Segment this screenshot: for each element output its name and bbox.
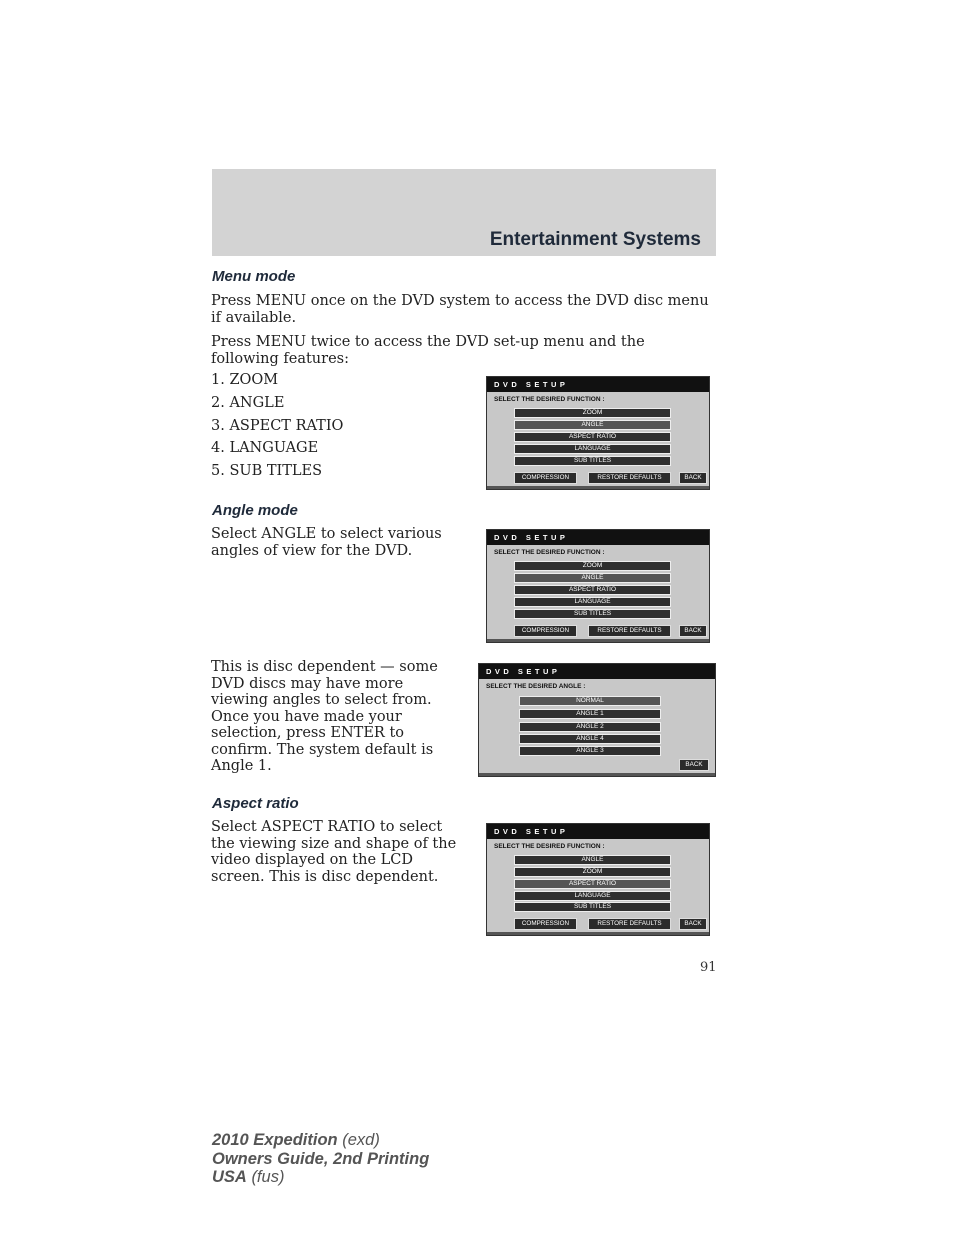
option-language[interactable]: LANGUAGE	[514, 891, 671, 901]
feature-item: 3. ASPECT RATIO	[211, 418, 344, 434]
option-angle-2[interactable]: ANGLE 2	[519, 722, 661, 732]
screen-prompt: SELECT THE DESIRED ANGLE :	[486, 683, 586, 690]
screen-bottom-edge	[487, 486, 709, 489]
aspect-ratio-para: Select ASPECT RATIO to select the viewing size and shape of the video displayed on the LCD screen. This is disc dependent.	[211, 819, 457, 885]
aspect-ratio-heading: Aspect ratio	[212, 795, 299, 812]
footer-line-2	[212, 1150, 429, 1169]
option-zoom[interactable]: ZOOM	[514, 561, 671, 571]
dvd-setup-screen-1	[486, 376, 710, 490]
angle-mode-heading: Angle mode	[212, 502, 298, 519]
screen-title: DVD SETUP	[487, 530, 709, 545]
option-angle[interactable]: ANGLE	[514, 420, 671, 430]
compression-button[interactable]: COMPRESSION	[514, 472, 577, 484]
option-aspect-ratio[interactable]: ASPECT RATIO	[514, 432, 671, 442]
angle-mode-para-2: This is disc dependent — some DVD discs may have more viewing angles to select from. Once you have made your selection, press ENTER to confirm. The system default is Angle 1.	[211, 659, 438, 774]
menu-mode-para-2: Press MENU twice to access the DVD set-up menu and the following features:	[211, 334, 645, 367]
footer-region: USA	[212, 1168, 247, 1186]
compression-button[interactable]: COMPRESSION	[514, 625, 577, 637]
footer-model: 2010 Expedition	[212, 1131, 338, 1149]
footer-line-3	[212, 1168, 429, 1187]
option-angle-3[interactable]: ANGLE 3	[519, 746, 661, 756]
screen-bottom-edge	[487, 932, 709, 935]
option-language[interactable]: LANGUAGE	[514, 597, 671, 607]
feature-item: 1. ZOOM	[211, 372, 279, 388]
option-angle-1[interactable]: ANGLE 1	[519, 709, 661, 719]
dvd-setup-screen-2	[486, 529, 710, 643]
back-button[interactable]: BACK	[679, 625, 707, 637]
option-language[interactable]: LANGUAGE	[514, 444, 671, 454]
option-sub-titles[interactable]: SUB TITLES	[514, 902, 671, 912]
dvd-angle-screen	[478, 663, 716, 777]
back-button[interactable]: BACK	[679, 472, 707, 484]
screen-title: DVD SETUP	[487, 377, 709, 392]
footer-region-code: (fus)	[251, 1168, 285, 1186]
option-angle[interactable]: ANGLE	[514, 573, 671, 583]
feature-item: 2. ANGLE	[211, 395, 285, 411]
option-angle[interactable]: ANGLE	[514, 855, 671, 865]
screen-prompt: SELECT THE DESIRED FUNCTION :	[494, 396, 605, 403]
page-number: 91	[700, 960, 717, 975]
menu-mode-para-1: Press MENU once on the DVD system to access the DVD disc menu if available.	[211, 293, 709, 326]
restore-defaults-button[interactable]: RESTORE DEFAULTS	[588, 625, 671, 637]
compression-button[interactable]: COMPRESSION	[514, 918, 577, 930]
back-button[interactable]: BACK	[679, 918, 707, 930]
screen-prompt: SELECT THE DESIRED FUNCTION :	[494, 843, 605, 850]
option-aspect-ratio[interactable]: ASPECT RATIO	[514, 879, 671, 889]
screen-bottom-edge	[487, 639, 709, 642]
footer-model-code: (exd)	[342, 1131, 380, 1149]
back-button[interactable]: BACK	[679, 759, 709, 771]
screen-bottom-edge	[479, 773, 715, 776]
option-aspect-ratio[interactable]: ASPECT RATIO	[514, 585, 671, 595]
option-zoom[interactable]: ZOOM	[514, 867, 671, 877]
dvd-setup-screen-4	[486, 823, 710, 936]
option-sub-titles[interactable]: SUB TITLES	[514, 456, 671, 466]
section-title: Entertainment Systems	[489, 229, 701, 250]
option-sub-titles[interactable]: SUB TITLES	[514, 609, 671, 619]
feature-item: 5. SUB TITLES	[211, 463, 323, 479]
footer-line-1	[212, 1131, 429, 1150]
screen-title: DVD SETUP	[479, 664, 715, 679]
option-zoom[interactable]: ZOOM	[514, 408, 671, 418]
angle-mode-para-1: Select ANGLE to select various angles of view for the DVD.	[211, 526, 442, 559]
option-normal[interactable]: NORMAL	[519, 696, 661, 706]
feature-item: 4. LANGUAGE	[211, 440, 319, 456]
restore-defaults-button[interactable]: RESTORE DEFAULTS	[588, 918, 671, 930]
restore-defaults-button[interactable]: RESTORE DEFAULTS	[588, 472, 671, 484]
screen-prompt: SELECT THE DESIRED FUNCTION :	[494, 549, 605, 556]
option-angle-4[interactable]: ANGLE 4	[519, 734, 661, 744]
screen-title: DVD SETUP	[487, 824, 709, 839]
footer-guide: Owners Guide, 2nd Printing	[212, 1149, 430, 1168]
header-band	[212, 169, 716, 256]
menu-mode-heading: Menu mode	[212, 268, 296, 285]
footer	[212, 1131, 429, 1187]
